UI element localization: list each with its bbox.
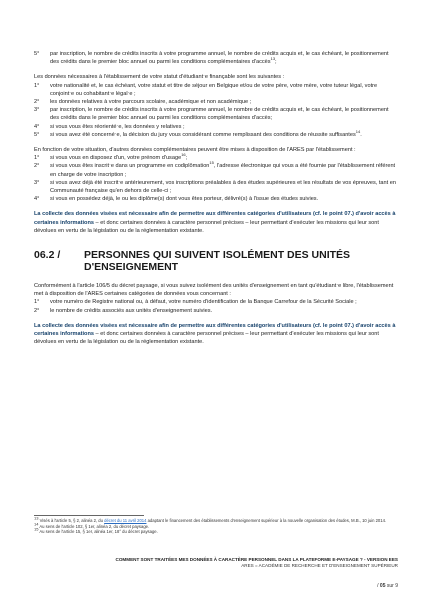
list-number: 1° <box>34 82 40 89</box>
list-item <box>34 195 398 203</box>
list-number: 4° <box>34 123 40 130</box>
list-item <box>34 179 398 195</box>
list-text-end: , l'adresse électronique qui vous a été fournie par l'établissement référent en charge de votre inscription ; <box>50 163 396 178</box>
intro-text: Conformément à l'article 106/5 du décret paysage, si vous suivez isolément des unités d'enseignement en tant qu'étudiant⋅e libre, l'établissement met à disposition de l'ARES certaines catégories de données vous concernant : <box>34 283 394 298</box>
footnote-ref[interactable]: 13 <box>270 56 276 62</box>
list-item <box>34 82 398 98</box>
footnotes <box>34 515 398 535</box>
list-text-part: si vous avez été concerné⋅e, la décision du jury vous considérant comme remplissant des conditions de réussite suffisantes <box>50 131 356 138</box>
footnote-text: Au sens de l'article 15, § 1er, alinéa 1er, 18° du décret paysage. <box>39 529 158 535</box>
page-total: sur 9 <box>386 583 398 589</box>
list-text: votre numéro de Registre national ou, à défaut, votre numéro d'identification de la Banque Carrefour de la Sécurité Sociale ; <box>50 299 357 306</box>
bold-statement: La collecte des données visées est nécessaire afin de permettre aux différentes catégories d'utilisateurs (cf. le point 07.) d'avoir accès à certaines informations <box>34 322 396 338</box>
list-text-part: si vous vous en disposez d'un, votre prénom d'usage <box>50 155 182 162</box>
list-text <box>50 128 398 139</box>
financable-data-list <box>34 82 398 139</box>
list-number: 2° <box>34 99 40 106</box>
paragraph-collection-purpose <box>34 322 398 347</box>
list-number: 2° <box>34 307 40 314</box>
list-text-part: si vous vous êtes inscrit⋅e dans un programme en codiplômation <box>50 163 210 170</box>
list-text <box>50 106 398 122</box>
page-number: / 05 sur 9 <box>377 583 398 589</box>
footnote-ref[interactable]: 14 <box>355 128 361 134</box>
list-text <box>50 50 398 66</box>
paragraph-financable-intro: Les données nécessaires à l'établissement de votre statut d'étudiant⋅e finançable sont les suivantes : <box>34 74 285 81</box>
list-text-end: ; <box>275 59 277 66</box>
list-text-part: par inscription, le nombre de crédits inscrits à votre programme annuel, le nombre de crédits acquis et, le cas échéant, le positionnement des crédits dans le premier bloc annuel ou parmi les conditions complémentaires d'accès <box>50 107 389 122</box>
list-text: votre nationalité et, le cas échéant, votre statut et titre de séjour en Belgique et/ou de votre père, votre mère, votre tuteur légal, votre conjoint⋅e ou cohabitant⋅e légal⋅e ; <box>50 82 378 97</box>
statement-rest: – et donc certaines données à caractère personnel précises – leur permettant d'exécuter les missions qui leur sont dévolues en vertu de la législation ou de la réglementation existante. <box>34 219 379 234</box>
list-item <box>34 298 398 306</box>
list-text: si vous en possédez déjà, le ou les diplôme(s) dont vous êtes porteur, délivré(s) à l'issue des études suivies. <box>50 196 319 203</box>
footer-title: COMMENT SONT TRAITÉES MES DONNÉES À CARACTÈRE PERSONNEL DANS LA PLATEFORME E-PAYSAGE ? - VERSION EES <box>115 557 398 562</box>
isolated-units-list <box>34 298 398 314</box>
list-item <box>34 162 398 178</box>
list-text: si vous vous êtes réorienté⋅e, les données y relatives ; <box>50 123 185 130</box>
list-text: le nombre de crédits associés aux unités d'enseignement suivies. <box>50 307 213 314</box>
list-number: 1° <box>34 155 40 162</box>
paragraph-isolated-units-intro <box>34 282 398 298</box>
paragraph-complementary-intro: En fonction de votre situation, d'autres données complémentaires peuvent être mises à disposition de l'ARES par l'établissement : <box>34 147 356 154</box>
list-text: si vous avez déjà été inscrit⋅e antérieurement, vos inscriptions préalables à des études supérieures et les résultats de vos épreuves, tant en Communauté française qu'en dehors de celle-ci ; <box>50 179 396 195</box>
list-number: 3° <box>34 107 40 114</box>
footnote-divider <box>34 515 144 516</box>
list-text-end: ; <box>185 155 188 162</box>
list-number: 4° <box>34 196 40 203</box>
footnote-number: 14 <box>34 521 39 527</box>
list-number: 1° <box>34 299 40 306</box>
page-current: 05 <box>379 583 386 589</box>
list-item <box>34 154 398 162</box>
section-number: 06.2 / <box>34 249 61 262</box>
list-item <box>34 128 398 139</box>
list-item <box>34 307 398 315</box>
section-heading <box>34 249 398 273</box>
footnote-text: Visés à l'article 5, § 2, alinéa 2, du <box>39 518 105 523</box>
paragraph-collection-purpose <box>34 210 398 235</box>
footnote-ref[interactable]: 16 <box>181 152 186 158</box>
footnote-number: 13 <box>34 515 39 521</box>
list-text: les données relatives à votre parcours scolaire, académique et non académique ; <box>50 99 252 106</box>
list-number: 3° <box>34 179 40 186</box>
list-text-part: par inscription, le nombre de crédits inscrits à votre programme annuel, le nombre de crédits acquis et, le cas échéant, le positionnement des crédits dans le premier bloc annuel ou parmi les conditions complémentaires d'accès <box>50 51 389 66</box>
list-item <box>34 123 398 131</box>
footnote-text-end: adaptant le financement des établissements d'enseignement supérieur à la nouvelle organisation des études, M.B., 10 juin 2014. <box>146 518 387 523</box>
list-text-end: . <box>360 131 362 138</box>
list-item <box>34 98 398 106</box>
complementary-data-list <box>34 154 398 203</box>
list-number: 5° <box>34 131 40 138</box>
section-title: PERSONNES QUI SUIVENT ISOLÉMENT DES UNITÉS D'ENSEIGNEMENT <box>84 249 351 274</box>
footnote-number: 15 <box>34 526 39 532</box>
footnote-text: Au sens de l'article 102, § 1er, alinéa 2, du décret paysage. <box>39 523 150 529</box>
footer-subtitle: ARES = ACADÉMIE DE RECHERCHE ET D'ENSEIGNEMENT SUPÉRIEUR <box>241 563 398 568</box>
list-text-end: ; <box>270 115 273 122</box>
list-text <box>50 154 398 162</box>
list-number: 5° <box>34 51 40 57</box>
list-number: 2° <box>34 163 40 170</box>
list-text <box>50 162 398 178</box>
statement-rest: – et donc certaines données à caractère personnel précises – leur permettant d'exécuter les missions qui leur sont dévolues en vertu de la législation ou de la réglementation existante. <box>34 331 379 346</box>
list-item <box>34 50 398 66</box>
page-footer <box>34 557 398 569</box>
bold-statement: La collecte des données visées est nécessaire afin de permettre aux différentes catégories d'utilisateurs (cf. le point 07.) d'avoir accès à certaines informations <box>34 211 396 226</box>
list-item <box>34 106 398 122</box>
page-content <box>34 50 398 346</box>
decree-link[interactable]: décret du 11 avril 2014 <box>104 518 147 523</box>
footnote-ref[interactable]: 15 <box>209 160 214 166</box>
